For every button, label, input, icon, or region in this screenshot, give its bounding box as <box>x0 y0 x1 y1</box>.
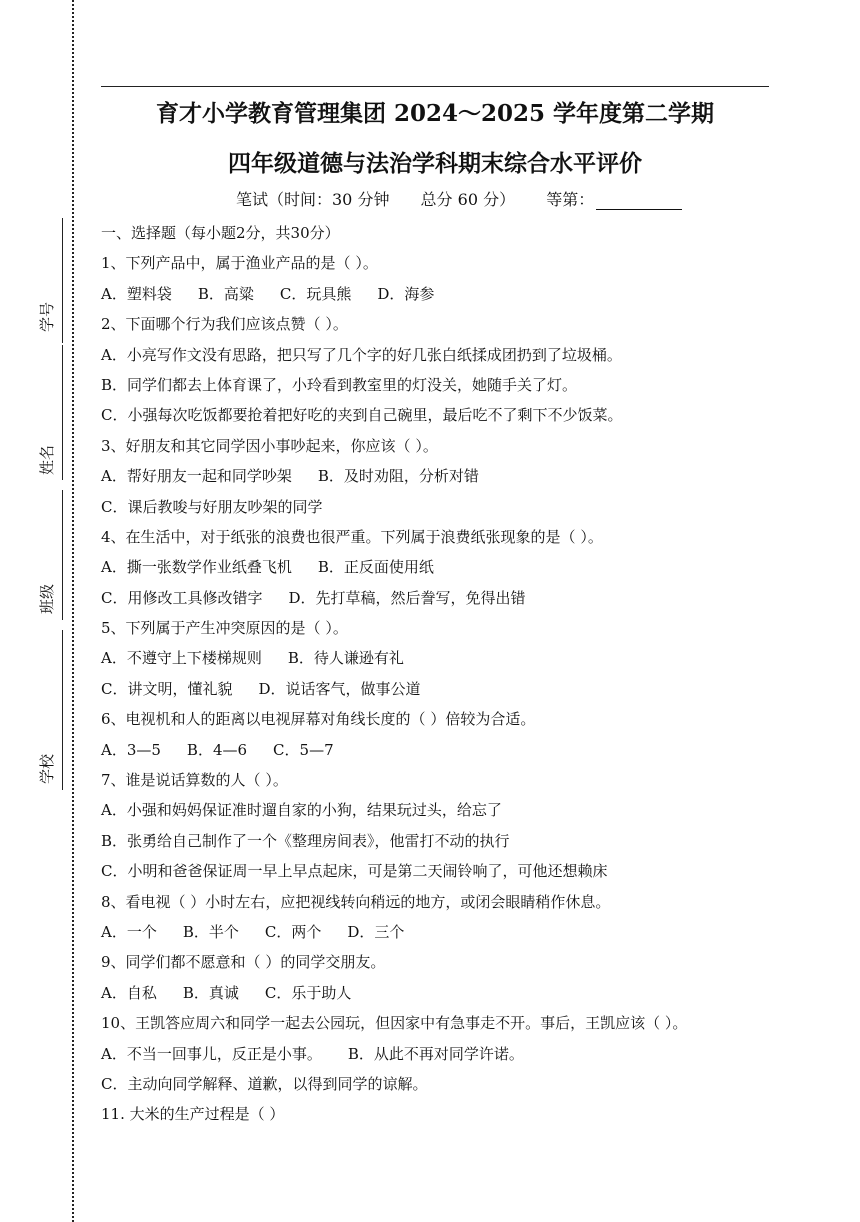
option-text: C．小明和爸爸保证周一早上早点起床，可是第二天闹铃响了，可他还想赖床 <box>101 862 608 881</box>
option-text: B．张勇给自己制作了一个《整理房间表》，他雷打不动的执行 <box>101 831 510 850</box>
option-row <box>101 674 771 704</box>
option-row <box>101 856 771 886</box>
question-stem: 5、下列属于产生冲突原因的是（ ）。 <box>101 619 348 638</box>
exam-total-score: 总分 60 分） <box>420 190 516 209</box>
question-stem: 4、在生活中，对于纸张的浪费也很严重。下列属于浪费纸张现象的是（ ）。 <box>101 527 603 546</box>
option-text: D．说话客气，做事公道 <box>258 679 421 698</box>
question-stem: 8、看电视（ ）小时左右，应把视线转向稍远的地方，或闭会眼睛稍作休息。 <box>101 892 611 911</box>
option-text: C．主动向同学解释、道歉，以得到同学的谅解。 <box>101 1074 428 1093</box>
option-text: A．帮好朋友一起和同学吵架 <box>101 467 292 486</box>
grade-label: 等第： <box>546 190 595 209</box>
option-row <box>101 552 771 582</box>
exam-subtitle: 四年级道德与法治学科期末综合水平评价 <box>228 150 642 177</box>
option-text: A．不遵守上下楼梯规则 <box>101 649 262 668</box>
option-text: C．小强每次吃饭都要抢着把好吃的夹到自己碗里，最后吃不了剩下不少饭菜。 <box>101 406 623 425</box>
question-stem: 11. 大米的生产过程是（ ） <box>101 1105 285 1124</box>
student-name-label: 姓名 <box>38 444 56 475</box>
header-rule <box>101 86 769 87</box>
option-row <box>101 400 771 430</box>
class-label: 班级 <box>38 583 56 614</box>
option-row <box>101 643 771 673</box>
option-text: C．乐于助人 <box>264 983 352 1002</box>
question-stem: 1、下列产品中，属于渔业产品的是（ ）。 <box>101 254 378 273</box>
question-stem: 7、谁是说话算数的人（ ）。 <box>101 771 288 790</box>
option-text: B．正反面使用纸 <box>317 558 434 577</box>
option-text: B．半个 <box>182 922 239 941</box>
exam-info-line <box>236 187 682 210</box>
grade-blank[interactable] <box>596 195 682 210</box>
option-text: C．讲文明，懂礼貌 <box>101 679 233 698</box>
question-body <box>101 218 771 1130</box>
option-text: D．海参 <box>377 284 435 303</box>
question-stem: 2、下面哪个行为我们应该点赞（ ）。 <box>101 315 348 334</box>
option-text: D．三个 <box>347 922 405 941</box>
option-text: A．小强和妈妈保证准时遛自家的小狗，结果玩过头，给忘了 <box>101 801 502 820</box>
option-text: C．课后教唆与好朋友吵架的同学 <box>101 497 323 516</box>
exam-time: 笔试（时间：30 分钟 <box>236 190 390 209</box>
option-text: A．小亮写作文没有思路，把只写了几个字的好几张白纸揉成团扔到了垃圾桶。 <box>101 345 622 364</box>
option-text: C．5—7 <box>273 740 334 759</box>
option-text: B．及时劝阻，分析对错 <box>317 467 479 486</box>
option-row <box>101 978 771 1008</box>
option-text: A．撕一张数学作业纸叠飞机 <box>101 558 292 577</box>
option-row <box>101 279 771 309</box>
option-row <box>101 735 771 765</box>
option-row <box>101 826 771 856</box>
option-text: A．塑料袋 <box>101 284 172 303</box>
option-text: A．一个 <box>101 922 157 941</box>
question-stem: 9、同学们都不愿意和（ ）的同学交朋友。 <box>101 953 386 972</box>
option-text: B．真诚 <box>182 983 239 1002</box>
student-id-line <box>62 218 63 343</box>
option-text: B．从此不再对同学许诺。 <box>347 1044 524 1063</box>
option-row <box>101 370 771 400</box>
option-text: C．玩具熊 <box>279 284 352 303</box>
student-name-line <box>62 345 63 480</box>
exam-title: 育才小学教育管理集团 2024～2025 学年度第二学期 <box>155 100 715 127</box>
option-text: A．自私 <box>101 983 157 1002</box>
binding-dotted-line <box>72 0 74 1222</box>
question-stem: 6、电视机和人的距离以电视屏幕对角线长度的（ ）倍较为合适。 <box>101 710 536 729</box>
question-stem: 3、好朋友和其它同学因小事吵起来，你应该（ ）。 <box>101 436 438 455</box>
option-text: A．不当一回事儿，反正是小事。 <box>101 1044 322 1063</box>
option-row <box>101 917 771 947</box>
option-text: B．待人谦逊有礼 <box>287 649 404 668</box>
class-line <box>62 490 63 620</box>
option-row <box>101 340 771 370</box>
option-row <box>101 1069 771 1099</box>
student-id-label: 学号 <box>38 301 56 332</box>
option-text: D．先打草稿，然后誊写，免得出错 <box>288 588 526 607</box>
option-row <box>101 1039 771 1069</box>
option-row <box>101 795 771 825</box>
school-line <box>62 630 63 790</box>
question-stem: 10、王凯答应周六和同学一起去公园玩，但因家中有急事走不开。事后，王凯应该（ ）。 <box>101 1014 688 1033</box>
option-text: A．3—5 <box>101 740 161 759</box>
option-row <box>101 492 771 522</box>
option-text: C．用修改工具修改错字 <box>101 588 263 607</box>
section-heading: 一、选择题（每小题2分，共30分） <box>101 224 340 242</box>
option-text: B．高粱 <box>197 284 254 303</box>
option-text: B．同学们都去上体育课了，小玲看到教室里的灯没关，她随手关了灯。 <box>101 375 578 394</box>
option-text: C．两个 <box>264 922 322 941</box>
option-row <box>101 461 771 491</box>
option-row <box>101 583 771 613</box>
school-label: 学校 <box>38 753 56 784</box>
option-text: B．4—6 <box>186 740 248 759</box>
